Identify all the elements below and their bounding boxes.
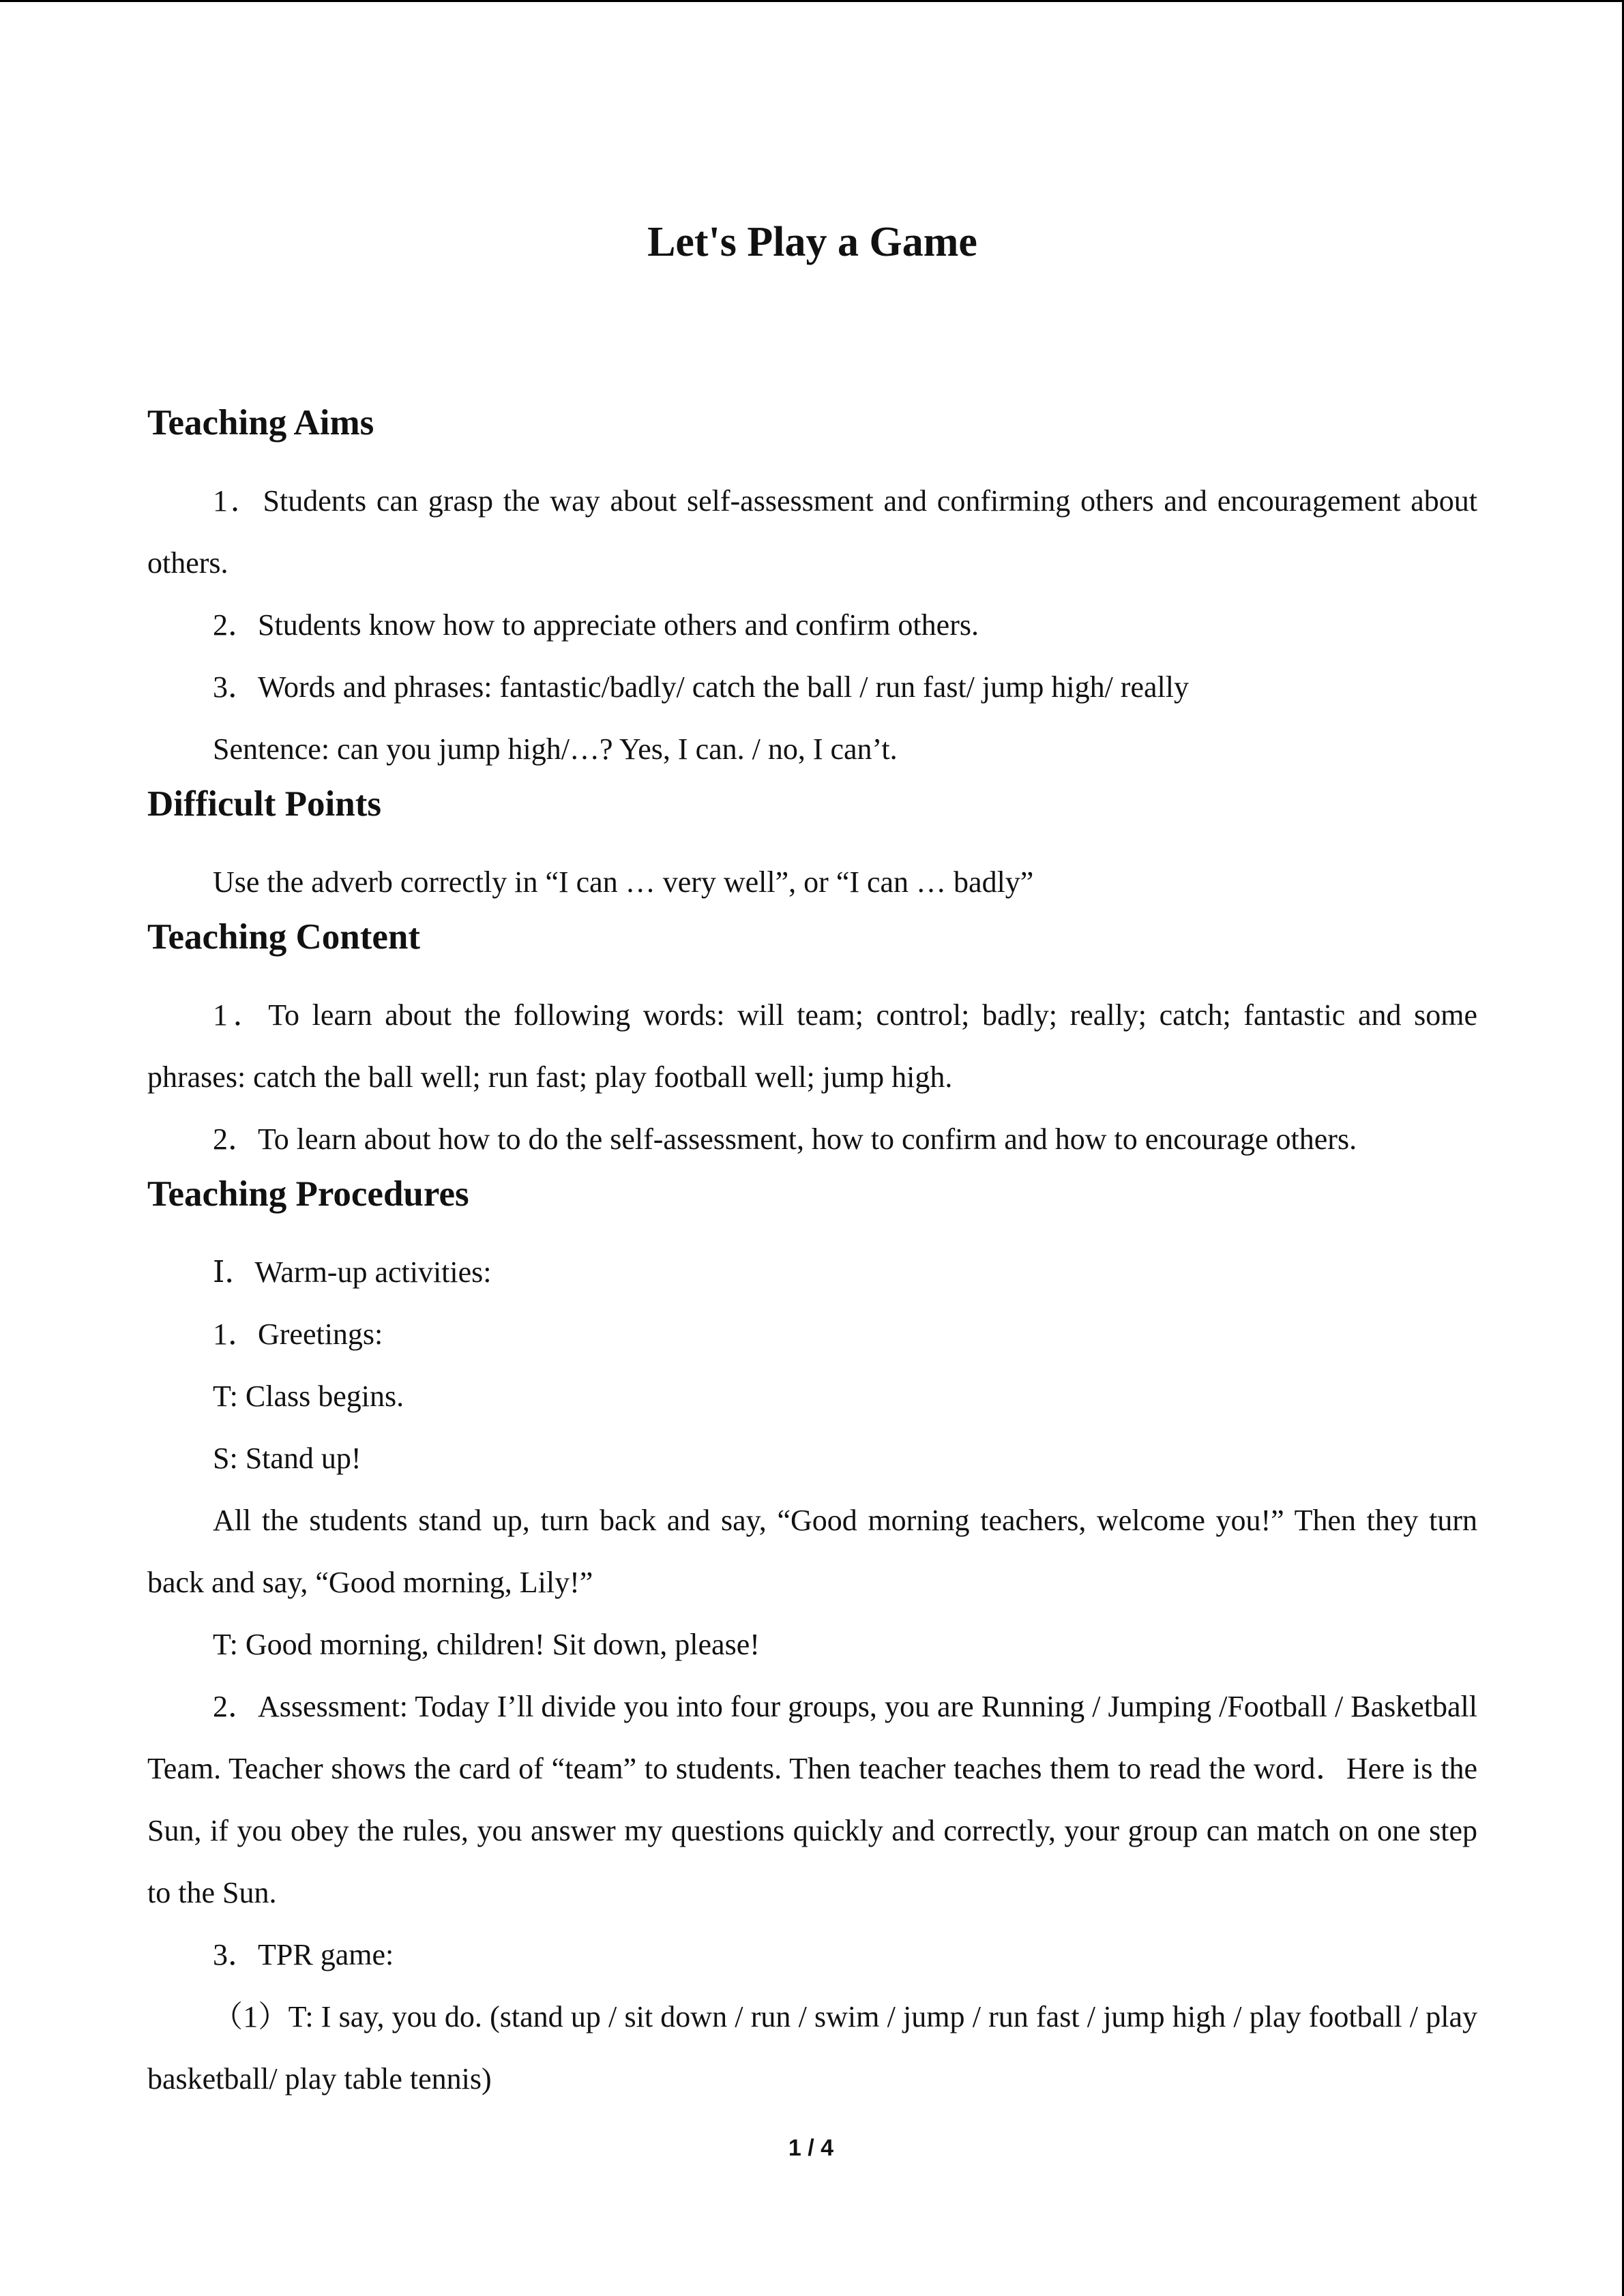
section-heading-difficult-points: Difficult Points bbox=[147, 784, 381, 824]
section-heading-teaching-procedures: Teaching Procedures bbox=[147, 1174, 469, 1214]
content-item-2: 2．To learn about how to do the self-assessment, how to confirm and how to encourage others. bbox=[213, 1122, 1357, 1156]
procedure-assessment: 2．Assessment: Today I’ll divide you into four groups, you are Running / Jumping /Football / Basketball Team. Teacher shows the card of “team” to students. Then teacher teaches them to read the word．Here is the Sun, if you obey the rules, you answer my questions quickly and correctly, your group can match on one step to the Sun. bbox=[147, 1690, 1477, 1909]
section-heading-teaching-content: Teaching Content bbox=[147, 917, 421, 957]
aims-item-3: 3．Words and phrases: fantastic/badly/ catch the ball / run fast/ jump high/ really bbox=[213, 670, 1189, 704]
procedure-warmup: Ⅰ．Warm-up activities: bbox=[213, 1255, 492, 1289]
document-title: Let's Play a Game bbox=[647, 219, 977, 265]
aims-item-2: 2．Students know how to appreciate others and confirm others. bbox=[213, 608, 979, 642]
procedure-greetings: 1．Greetings: bbox=[213, 1317, 383, 1351]
content-item-1: 1．To learn about the following words: will team; control; badly; really; catch; fantastic and some phrases: catch the ball well; run fast; play football well; jump high. bbox=[147, 998, 1477, 1094]
aims-sentence: Sentence: can you jump high/…? Yes, I can. / no, I can’t. bbox=[213, 732, 898, 766]
procedure-tpr-game: 3．TPR game: bbox=[213, 1938, 394, 1971]
aims-item-1: 1．Students can grasp the way about self-assessment and confirming others and encouragement about others. bbox=[147, 484, 1477, 580]
procedure-students-greet: All the students stand up, turn back and say, “Good morning teachers, welcome you!” Then they turn back and say, “Good morning, Lily!” bbox=[147, 1504, 1477, 1599]
procedure-class-begins: T: Class begins. bbox=[213, 1380, 404, 1413]
procedure-stand-up: S: Stand up! bbox=[213, 1442, 361, 1475]
difficult-item-1: Use the adverb correctly in “I can … very well”, or “I can … badly” bbox=[213, 865, 1034, 899]
page-number: 1 / 4 bbox=[788, 2135, 834, 2161]
procedure-tpr-step-1: （1）T: I say, you do. (stand up / sit down / run / swim / jump / run fast / jump high / play football / play basketball/ play table tennis) bbox=[147, 2000, 1477, 2096]
procedure-teacher-reply: T: Good morning, children! Sit down, please! bbox=[213, 1628, 760, 1661]
section-heading-teaching-aims: Teaching Aims bbox=[147, 403, 374, 443]
document-content bbox=[147, 215, 1477, 2110]
